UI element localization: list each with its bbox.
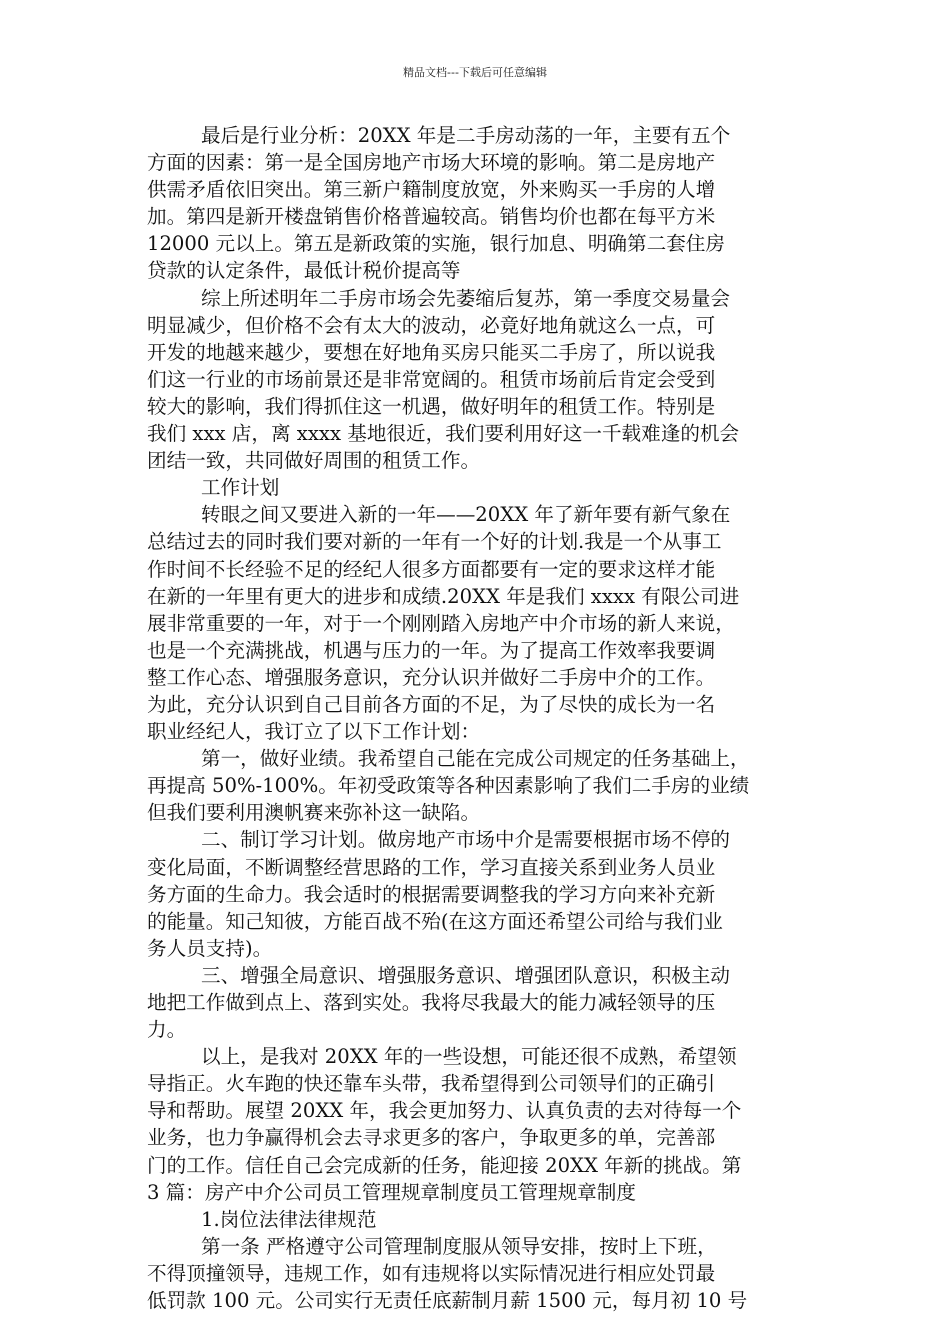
text-line: 力。 [147,1018,187,1042]
text-line: 供需矛盾依旧突出。第三新户籍制度放宽，外来购买一手房的人增 [147,178,716,202]
text-line: 总结过去的同时我们要对新的一年有一个好的计划.我是一个从事工 [147,530,722,554]
text-line: 也是一个充满挑战，机遇与压力的一年。为了提高工作效率我要调 [147,638,716,662]
document-body [147,122,817,1314]
text-line: 以上，是我对 20XX 年的一些设想，可能还很不成熟，希望领 [201,1045,737,1069]
text-line: 导指正。火车跑的快还靠车头带，我希望得到公司领导们的正确引 [147,1072,716,1096]
text-line: 业务，也力争赢得机会去寻求更多的客户，争取更多的单，完善部 [147,1126,716,1150]
text-line: 变化局面，不断调整经营思路的工作，学习直接关系到业务人员业 [147,855,716,879]
text-line: 不得顶撞领导，违规工作，如有违规将以实际情况进行相应处罚最 [147,1261,716,1285]
text-line: 的能量。知己知彼，方能百战不殆(在这方面还希望公司给与我们业 [147,909,723,933]
text-line: 务人员支持)。 [147,936,273,960]
text-line: 明显减少，但价格不会有太大的波动，必竟好地角就这么一点，可 [147,313,716,337]
text-line: 贷款的认定条件，最低计税价提高等 [147,259,461,283]
text-line: 低罚款 100 元。公司实行无责任底薪制月薪 1500 元，每月初 10 号 [147,1289,748,1313]
text-line: 加。第四是新开楼盘销售价格普遍较高。销售均价也都在每平方米 [147,205,716,229]
text-line: 再提高 50%-100%。年初受政策等各种因素影响了我们二手房的业绩 [147,774,750,798]
text-line: 展非常重要的一年，对于一个刚刚踏入房地产中介市场的新人来说， [147,611,735,635]
text-line: 作时间不长经验不足的经纪人很多方面都要有一定的要求这样才能 [147,557,716,581]
text-line: 综上所述明年二手房市场会先萎缩后复苏，第一季度交易量会 [201,286,731,310]
text-line: 方面的因素：第一是全国房地产市场大环境的影响。第二是房地产 [147,151,716,175]
text-line: 最后是行业分析：20XX 年是二手房动荡的一年，主要有五个 [201,124,731,147]
text-line: 但我们要利用澳帆赛来弥补这一缺陷。 [147,801,481,825]
text-line: 们这一行业的市场前景还是非常宽阔的。租赁市场前后肯定会受到 [147,367,716,391]
text-line: 1.岗位法律法律规范 [201,1207,377,1231]
text-line: 职业经纪人，我订立了以下工作计划： [147,720,481,744]
text-line: 工作计划 [201,476,280,500]
page-header: 精品文档---下载后可任意编辑 [403,66,547,79]
text-line: 较大的影响，我们得抓住这一机遇，做好明年的租赁工作。特别是 [147,394,716,418]
text-line: 12000 元以上。第五是新政策的实施，银行加息、明确第二套住房 [147,232,725,256]
text-line: 导和帮助。展望 20XX 年，我会更加努力、认真负责的去对待每一个 [147,1099,742,1123]
text-line: 第一，做好业绩。我希望自己能在完成公司规定的任务基础上， [201,747,750,771]
text-line: 团结一致，共同做好周围的租赁工作。 [147,449,481,473]
text-line: 为此，充分认识到自己目前各方面的不足，为了尽快的成长为一名 [147,692,716,716]
text-line: 我们 xxx 店，离 xxxx 基地很近，我们要利用好这一千载难逢的机会 [147,422,740,446]
text-line: 二、制订学习计划。做房地产市场中介是需要根据市场不停的 [201,828,731,852]
text-line: 在新的一年里有更大的进步和成绩.20XX 年是我们 xxxx 有限公司进 [147,584,740,608]
text-line: 三、增强全局意识、增强服务意识、增强团队意识，积极主动 [201,963,731,987]
text-line: 门的工作。信任自己会完成新的任务，能迎接 20XX 年新的挑战。第 [147,1153,742,1177]
text-line: 第一条 严格遵守公司管理制度服从领导安排，按时上下班， [201,1234,717,1258]
text-line: 务方面的生命力。我会适时的根据需要调整我的学习方向来补充新 [147,882,716,906]
text-line: 3 篇：房产中介公司员工管理规章制度员工管理规章制度 [147,1180,636,1204]
text-line: 转眼之间又要进入新的一年——20XX 年了新年要有新气象在 [201,503,731,527]
text-line: 整工作心态、增强服务意识，充分认识并做好二手房中介的工作。 [147,665,716,689]
text-line: 地把工作做到点上、落到实处。我将尽我最大的能力减轻领导的压 [147,991,716,1014]
text-line: 开发的地越来越少，要想在好地角买房只能买二手房了，所以说我 [147,340,716,364]
